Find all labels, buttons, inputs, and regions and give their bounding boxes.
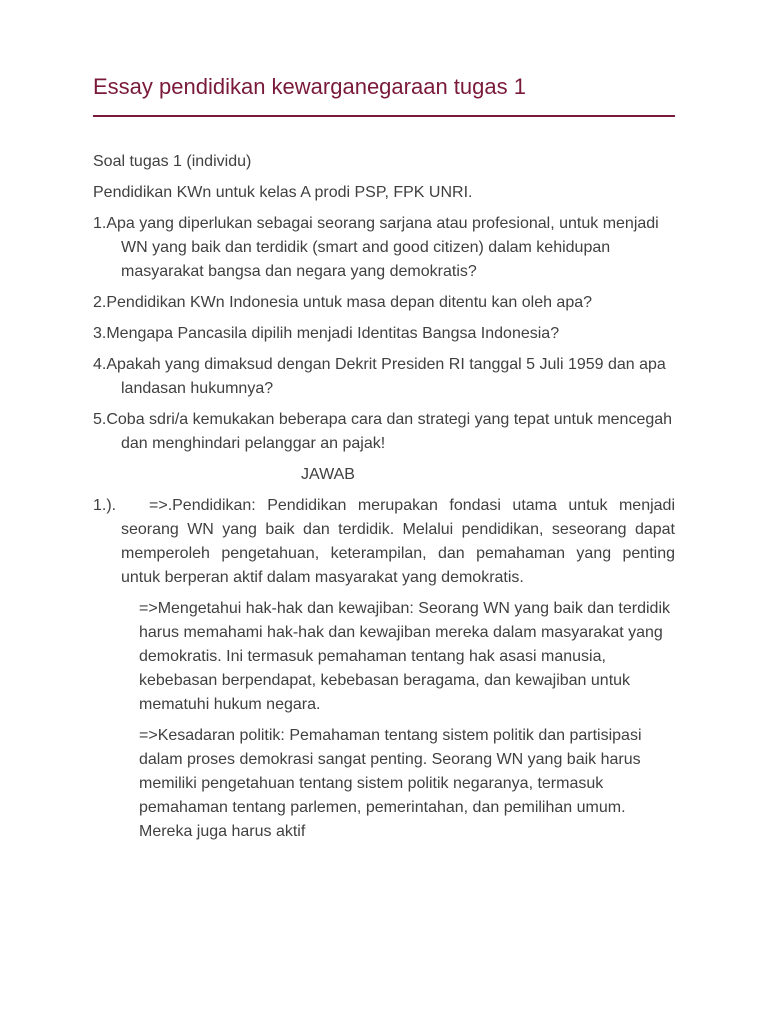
question-2: 2.Pendidikan KWn Indonesia untuk masa depan ditentu kan oleh apa? [93,294,593,311]
answer-1-point-rights: =>Mengetahui hak-hak dan kewajiban: Seorang WN yang baik dan terdidik harus memahami hak-hak dan kewajiban mereka dalam masyarakat yang demokratis. Ini termasuk pemahaman tentang hak asasi manusia, kebebasan berpendapat, kebebasan beragama, dan kewajiban untuk mematuhi hukum negara. [139,600,670,713]
question-3: 3.Mengapa Pancasila dipilih menjadi Identitas Bangsa Indonesia? [93,325,560,342]
answer-1-number: 1.). [93,497,117,514]
question-1: 1.Apa yang diperlukan sebagai seorang sarjana atau profesional, untuk menjadi WN yang baik dan terdidik (smart and good citizen) dalam kehidupan masyarakat bangsa dan negara yang demokratis? [93,215,659,280]
answer-heading: JAWAB [301,466,355,483]
answer-1-point-politics: =>Kesadaran politik: Pemahaman tentang sistem politik dan partisipasi dalam proses demokrasi sangat penting. Seorang WN yang baik harus memiliki pengetahuan tentang sistem politik negaranya, termasuk pemahaman tentang parlemen, pemerintahan, dan pemilihan umum. Mereka juga harus aktif [139,727,642,840]
answer-1 [93,494,675,590]
question-5: 5.Coba sdri/a kemukakan beberapa cara dan strategi yang tepat untuk mencegah dan menghindari pelanggar an pajak! [93,411,673,452]
title-divider [93,115,675,117]
assignment-label: Soal tugas 1 (individu) [93,153,252,170]
question-4: 4.Apakah yang dimaksud dengan Dekrit Presiden RI tanggal 5 Juli 1959 dan apa landasan hukumnya? [93,356,666,397]
class-info: Pendidikan KWn untuk kelas A prodi PSP, FPK UNRI. [93,184,473,201]
document-title: Essay pendidikan kewarganegaraan tugas 1 [93,74,526,99]
answer-1-text: =>.Pendidikan: Pendidikan merupakan fondasi utama untuk menjadi seorang WN yang baik dan terdidik. Melalui pendidikan, seseorang dapat memperoleh pengetahuan, keterampilan, dan pemahaman yang penting untuk berperan aktif dalam masyarakat yang demokratis. [121,497,675,586]
document-body [93,150,675,851]
